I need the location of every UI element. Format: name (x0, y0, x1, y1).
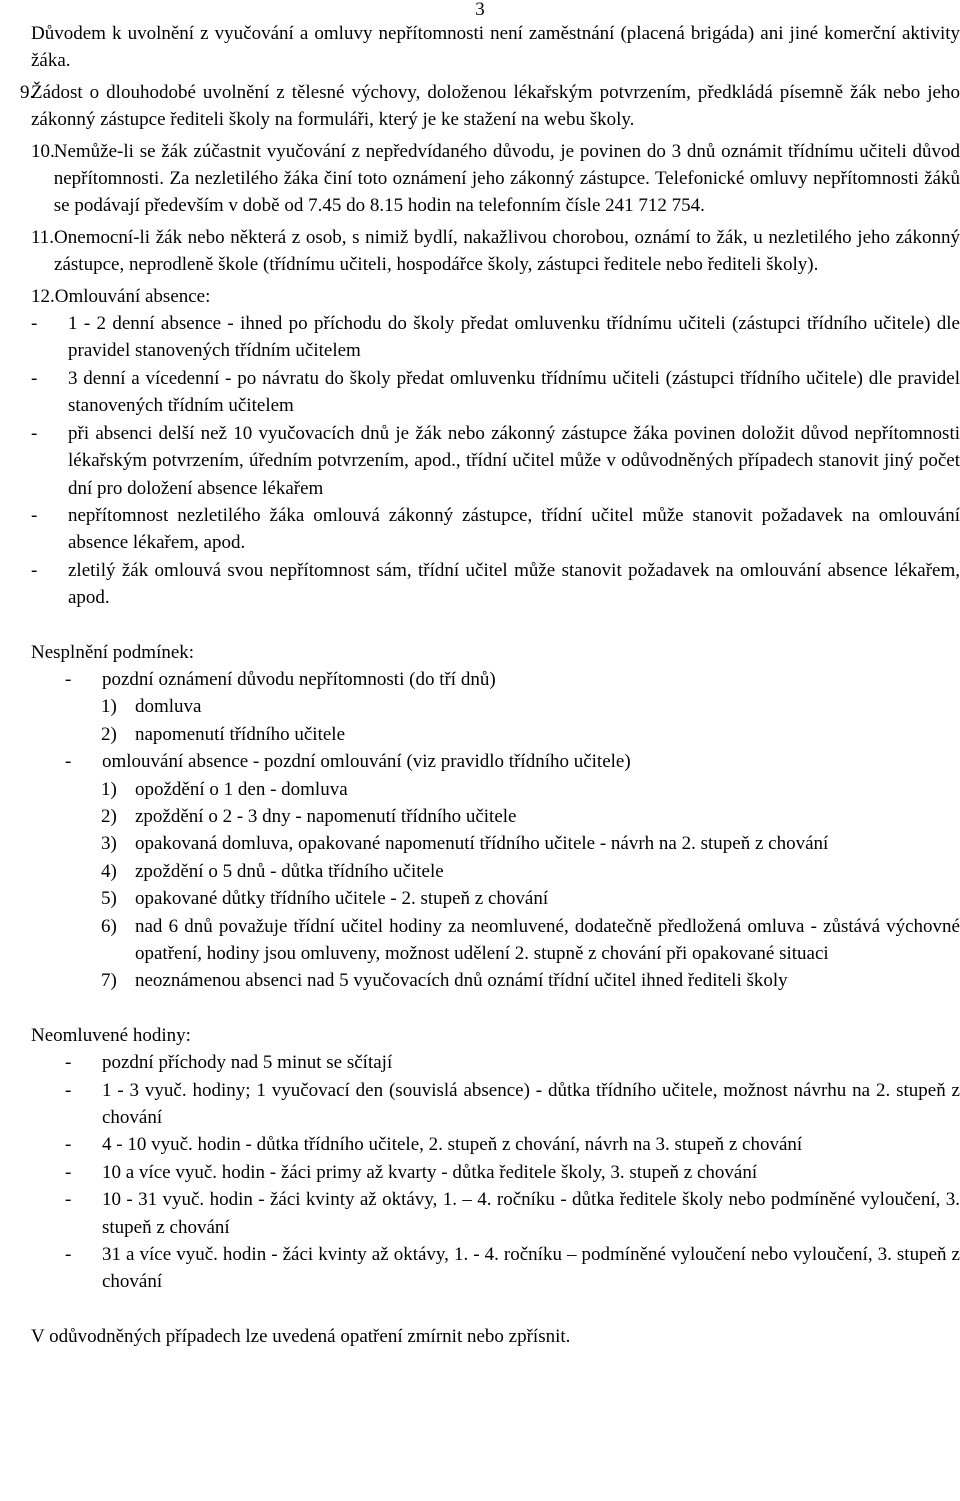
item-11 (31, 224, 960, 279)
nesplneni-list (65, 666, 960, 693)
closing-paragraph: V odůvodněných případech lze uvedená opatření zmírnit nebo zpřísnit. (31, 1325, 571, 1347)
section-heading-neomluvene: Neomluvené hodiny: (31, 1024, 191, 1046)
item-9: 9. Žádost o dlouhodobé uvolnění z tělesné výchovy, doloženou lékařským potvrzením, předkládá písemně žák nebo jeho zákonný zástupce řediteli školy na formuláři, který je ke stažení na webu školy. (31, 79, 960, 134)
list-item: - nepřítomnost nezletilého žáka omlouvá zákonný zástupce, třídní učitel může stanovit požadavek na omlouvání absence lékařem, apod. (31, 504, 960, 554)
item-12 (31, 283, 960, 310)
list-item: 4) zpoždění o 5 dnů - důtka třídního učitele (101, 860, 444, 882)
item-number: 12. (31, 285, 55, 307)
section-heading-nesplneni: Nesplnění podmínek: (31, 641, 195, 663)
list-item: 1) opoždění o 1 den - domluva (101, 778, 348, 800)
list-item: - pozdní příchody nad 5 minut se sčítají (65, 1052, 393, 1074)
list-item: 7) neoznámenou absenci nad 5 vyučovacích dnů oznámí třídní učitel ihned řediteli školy (101, 970, 788, 992)
list-item: - zletilý žák omlouvá svou nepřítomnost sám, třídní učitel může stanovit požadavek na omlouvání absence lékařem, apod. (31, 559, 960, 609)
item-text: Onemocní-li žák nebo některá z osob, s nimiž bydlí, nakažlivou chorobou, oznámí to žák, u nezletilého jeho zákonný zástupce, neprodleně škole (třídnímu učiteli, hospodářce školy, zástupci ředitele nebo řediteli školy). (54, 226, 960, 276)
list-item: - 1 - 2 denní absence - ihned po příchodu do školy předat omluvenku třídnímu učiteli (zástupci třídního učitele) dle pravidel stanovených třídním učitelem (31, 313, 960, 362)
list-item: 3) opakovaná domluva, opakované napomenutí třídního učitele - návrh na 2. stupeň z chování (101, 833, 829, 855)
list-item: - 10 - 31 vyuč. hodin - žáci kvinty až oktávy, 1. – 4. ročníku - důtka ředitele školy nebo podmíněné vyloučení, 3. stupeň z chování (65, 1189, 960, 1238)
item-text: Žádost o dlouhodobé uvolnění z tělesné výchovy, doloženou lékařským potvrzením, předkládá písemně žák nebo jeho zákonný zástupce řediteli školy na formuláři, který je ke stažení na webu školy. (31, 81, 960, 131)
list-item: - při absenci delší než 10 vyučovacích dnů je žák nebo zákonný zástupce žáka povinen doložit důvod nepřítomnosti lékařským potvrzením, úředním potvrzením, apod., třídní učitel může v odůvodněných případech stanovit jiný počet dní pro doložení absence lékařem (31, 422, 960, 499)
item-number: 11. (31, 226, 55, 248)
page-number: 3 (475, 0, 485, 20)
late-notice-steps (31, 693, 960, 748)
list-item: - 3 denní a vícedenní - po návratu do školy předat omluvenku třídnímu učiteli (zástupci třídního učitele) dle pravidel stanovených třídním učitelem (31, 367, 960, 417)
list-item: 5) opakované důtky třídního učitele - 2. stupeň z chování (101, 888, 549, 910)
late-excuse-steps (31, 776, 960, 995)
list-item: 1) domluva (101, 696, 202, 718)
list-item: - pozdní oznámení důvodu nepřítomnosti (do tří dnů) (65, 668, 496, 690)
list-item: - 1 - 3 vyuč. hodiny; 1 vyučovací den (souvislá absence) - důtka třídního učitele, možnost návrhu na 2. stupeň z chování (65, 1079, 960, 1129)
item-10 (31, 138, 960, 220)
list-item: - 31 a více vyuč. hodin - žáci kvinty až oktávy, 1. - 4. ročníku – podmíněné vyloučení nebo vyloučení, 3. stupeň z chování (65, 1244, 960, 1293)
list-item: - 4 - 10 vyuč. hodin - důtka třídního učitele, 2. stupeň z chování, návrh na 3. stupeň z chování (65, 1134, 803, 1156)
intro-paragraph: Důvodem k uvolnění z vyučování a omluvy nepřítomnosti není zaměstnání (placená brigáda) ani jiné komerční aktivity žáka. (31, 23, 960, 72)
item-text: Nemůže-li se žák zúčastnit vyučování z nepředvídaného důvodu, je povinen do 3 dnů oznámit třídnímu učiteli důvod nepřítomnosti. Za nezletilého žáka činí toto oznámení jeho zákonný zástupce. Telefonické omluvy nepřítomnosti žáků se podávají především v době od 7.45 do 8.15 hodin na telefonním čísle 241 712 754. (53, 140, 960, 217)
neomluvene-list (65, 1049, 960, 1296)
item-number: 10. (31, 140, 55, 162)
document-body (20, 20, 960, 1350)
item-text: Omlouvání absence: (54, 285, 211, 307)
list-item: 2) napomenutí třídního učitele (101, 723, 346, 745)
list-item: 6) nad 6 dnů považuje třídní učitel hodiny za neomluvené, dodatečně předložená omluva - zůstává výchovné opatření, hodiny jsou omluveny, možnost udělení 2. stupně z chování při opakované situaci (101, 915, 960, 964)
absence-rules-list (31, 310, 960, 611)
list-item: 2) zpoždění o 2 - 3 dny - napomenutí třídního učitele (101, 805, 517, 827)
list-item: - 10 a více vyuč. hodin - žáci primy až kvarty - důtka ředitele školy, 3. stupeň z chování (65, 1161, 758, 1183)
list-item: - omlouvání absence - pozdní omlouvání (viz pravidlo třídního učitele) (65, 751, 631, 773)
